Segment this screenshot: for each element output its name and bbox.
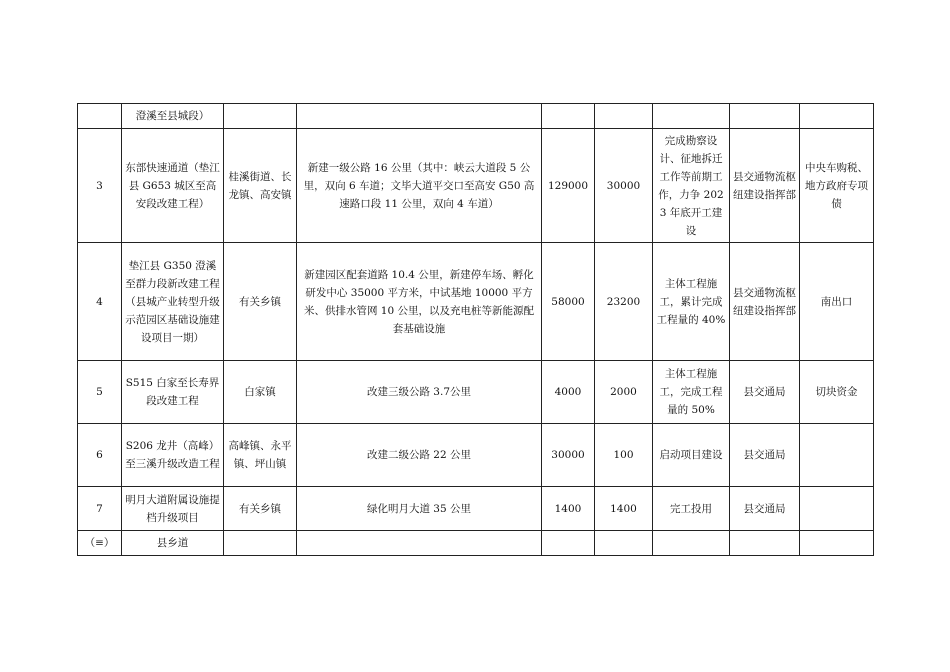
table-row [78, 531, 874, 556]
cell-town: 有关乡镇 [224, 243, 297, 361]
cell-town: 高峰镇、永平镇、坪山镇 [224, 424, 297, 487]
cell-no [78, 104, 122, 129]
cell-total-investment: 4000 [542, 361, 595, 424]
cell-annual-investment: 2000 [595, 361, 653, 424]
cell-project-name: 澄溪至县城段） [122, 104, 224, 129]
cell-no: 5 [78, 361, 122, 424]
cell-total-investment: 1400 [542, 487, 595, 531]
cell-project-name: 县乡道 [122, 531, 224, 556]
cell-content: 新建一级公路 16 公里（其中：峡云大道段 5 公里，双向 6 车道；文毕大道平交口至高安 G50 高速路口段 11 公里，双向 4 车道） [297, 129, 542, 243]
cell-unit [730, 531, 800, 556]
cell-annual-investment [595, 104, 653, 129]
cell-goal: 完工投用 [653, 487, 730, 531]
cell-content: 改建二级公路 22 公里 [297, 424, 542, 487]
cell-total-investment: 129000 [542, 129, 595, 243]
cell-annual-investment: 1400 [595, 487, 653, 531]
cell-unit: 县交通物流枢纽建设指挥部 [730, 243, 800, 361]
cell-fund-source: 中央车购税、地方政府专项债 [800, 129, 874, 243]
cell-content: 改建三级公路 3.7公里 [297, 361, 542, 424]
cell-no: 4 [78, 243, 122, 361]
cell-unit: 县交通物流枢纽建设指挥部 [730, 129, 800, 243]
cell-project-name: S206 龙井（高峰）至三溪升级改造工程 [122, 424, 224, 487]
cell-project-name: 东部快速通道（垫江县 G653 城区至高安段改建工程） [122, 129, 224, 243]
cell-unit: 县交通局 [730, 487, 800, 531]
cell-content [297, 531, 542, 556]
cell-goal [653, 104, 730, 129]
cell-town [224, 104, 297, 129]
cell-project-name: S515 白家至长寿界段改建工程 [122, 361, 224, 424]
cell-goal: 完成勘察设计、征地拆迁工作等前期工作，力争 2023 年底开工建设 [653, 129, 730, 243]
cell-content [297, 104, 542, 129]
cell-total-investment [542, 531, 595, 556]
cell-fund-source: 南出口 [800, 243, 874, 361]
cell-fund-source [800, 531, 874, 556]
cell-total-investment: 30000 [542, 424, 595, 487]
cell-content: 新建园区配套道路 10.4 公里，新建停车场、孵化研发中心 35000 平方米，中试基地 10000 平方米、供排水管网 10 公里，以及充电桩等新能源配套基础设施 [297, 243, 542, 361]
cell-goal [653, 531, 730, 556]
cell-annual-investment: 30000 [595, 129, 653, 243]
cell-town: 桂溪街道、长龙镇、高安镇 [224, 129, 297, 243]
cell-fund-source [800, 487, 874, 531]
cell-goal: 主体工程施工，累计完成工程量的 40% [653, 243, 730, 361]
cell-total-investment: 58000 [542, 243, 595, 361]
cell-fund-source [800, 424, 874, 487]
cell-fund-source: 切块资金 [800, 361, 874, 424]
cell-annual-investment: 100 [595, 424, 653, 487]
table-row [78, 361, 874, 424]
cell-content: 绿化明月大道 35 公里 [297, 487, 542, 531]
project-table [77, 103, 874, 556]
cell-town: 有关乡镇 [224, 487, 297, 531]
cell-unit: 县交通局 [730, 424, 800, 487]
cell-no: 7 [78, 487, 122, 531]
table-row [78, 487, 874, 531]
cell-no: 6 [78, 424, 122, 487]
cell-unit [730, 104, 800, 129]
cell-no: 3 [78, 129, 122, 243]
table-row [78, 424, 874, 487]
cell-fund-source [800, 104, 874, 129]
cell-annual-investment [595, 531, 653, 556]
cell-town [224, 531, 297, 556]
cell-goal: 主体工程施工，完成工程量的 50% [653, 361, 730, 424]
table-row [78, 104, 874, 129]
cell-total-investment [542, 104, 595, 129]
cell-goal: 启动项目建设 [653, 424, 730, 487]
cell-no: （≡） [78, 531, 122, 556]
cell-project-name: 明月大道附属设施提档升级项目 [122, 487, 224, 531]
cell-project-name: 垫江县 G350 澄溪至群力段新改建工程（县城产业转型升级示范园区基础设施建设项目一期） [122, 243, 224, 361]
table-row [78, 243, 874, 361]
cell-annual-investment: 23200 [595, 243, 653, 361]
cell-town: 白家镇 [224, 361, 297, 424]
table-row [78, 129, 874, 243]
cell-unit: 县交通局 [730, 361, 800, 424]
